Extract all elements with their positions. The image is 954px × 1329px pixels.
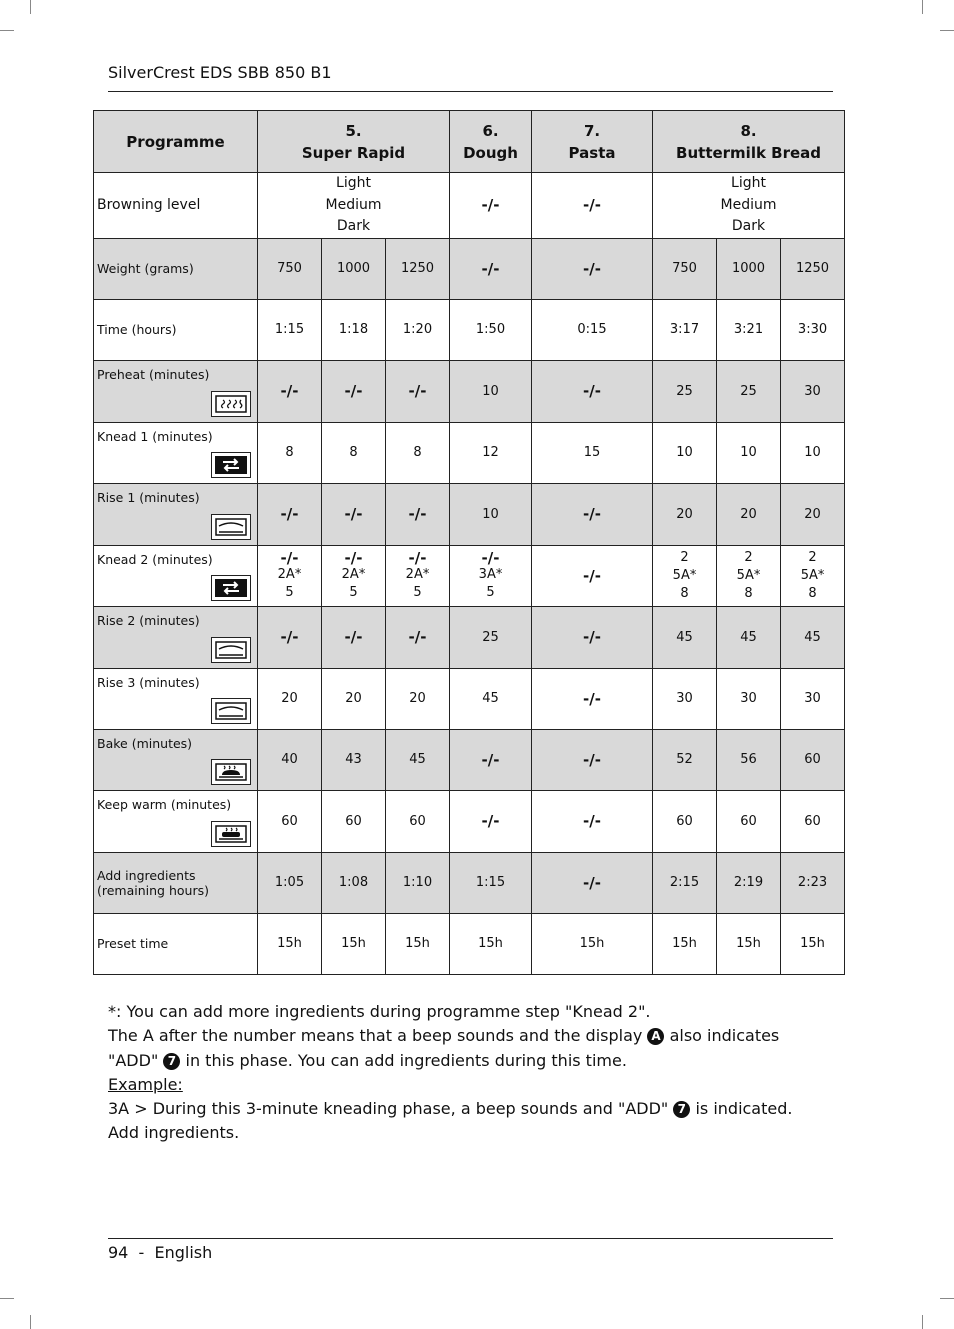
knead-icon xyxy=(211,575,251,601)
row-label: Knead 1 (minutes) xyxy=(94,422,258,483)
table-cell: 30 xyxy=(717,668,781,729)
table-row xyxy=(94,360,845,422)
preheat-icon xyxy=(211,391,251,417)
table-row xyxy=(94,790,845,852)
table-cell: 40 xyxy=(258,729,322,790)
table-row xyxy=(94,299,845,360)
knead-icon xyxy=(211,452,251,478)
table-cell: 60 xyxy=(717,790,781,852)
table-cell: 45 xyxy=(781,606,845,668)
table-cell: 1:08 xyxy=(322,852,386,913)
table-cell: 30 xyxy=(653,668,717,729)
table-cell: 1:18 xyxy=(322,299,386,360)
table-cell: 60 xyxy=(258,790,322,852)
table-cell: 56 xyxy=(717,729,781,790)
rise-icon xyxy=(211,637,251,663)
header-programme: Programme xyxy=(94,111,258,173)
browning-levels-p8: Light Medium Dark xyxy=(653,173,845,239)
browning-row xyxy=(94,173,845,239)
table-cell: -/- xyxy=(322,360,386,422)
display-badge-7: 7 xyxy=(673,1101,690,1118)
table-cell: -/- xyxy=(532,606,653,668)
table-cell: 750 xyxy=(653,238,717,299)
table-row xyxy=(94,852,845,913)
table-cell: 1:15 xyxy=(258,299,322,360)
table-cell: 1:05 xyxy=(258,852,322,913)
display-badge-a: A xyxy=(647,1028,664,1045)
table-cell: -/- xyxy=(450,790,532,852)
table-cell: 1000 xyxy=(322,238,386,299)
table-cell: 20 xyxy=(781,483,845,545)
table-cell: -/- xyxy=(258,483,322,545)
table-cell: 20 xyxy=(258,668,322,729)
header-programme-7: 7. Pasta xyxy=(532,111,653,173)
table-cell: 60 xyxy=(322,790,386,852)
table-cell: -/- xyxy=(322,483,386,545)
table-cell: 0:15 xyxy=(532,299,653,360)
row-label: Rise 3 (minutes) xyxy=(94,668,258,729)
row-label: Rise 1 (minutes) xyxy=(94,483,258,545)
table-cell: 2 5A* 8 xyxy=(653,545,717,606)
row-label: Preset time xyxy=(94,913,258,974)
table-cell: -/- xyxy=(386,606,450,668)
page-footer: 94 - English xyxy=(108,1243,213,1262)
table-cell: -/- xyxy=(322,606,386,668)
table-cell: 2 5A* 8 xyxy=(781,545,845,606)
table-cell: -/- xyxy=(532,360,653,422)
crop-mark xyxy=(30,1315,31,1329)
table-cell: 2 5A* 8 xyxy=(717,545,781,606)
table-cell: -/- xyxy=(258,606,322,668)
table-cell: 8 xyxy=(322,422,386,483)
table-body xyxy=(94,238,845,974)
table-cell: 45 xyxy=(450,668,532,729)
table-cell: -/- xyxy=(532,483,653,545)
table-cell: 15h xyxy=(717,913,781,974)
table-cell: 1250 xyxy=(386,238,450,299)
row-label: Rise 2 (minutes) xyxy=(94,606,258,668)
table-cell: -/- xyxy=(532,852,653,913)
table-cell: -/- 2A* 5 xyxy=(258,545,322,606)
table-row xyxy=(94,545,845,606)
header-programme-6: 6. Dough xyxy=(450,111,532,173)
table-cell: 1:50 xyxy=(450,299,532,360)
table-header-row xyxy=(94,111,845,173)
table-cell: 60 xyxy=(781,729,845,790)
table-cell: 8 xyxy=(386,422,450,483)
table-cell: 45 xyxy=(653,606,717,668)
row-label: Preheat (minutes) xyxy=(94,360,258,422)
table-cell: 1250 xyxy=(781,238,845,299)
table-cell: -/- 2A* 5 xyxy=(322,545,386,606)
table-cell: 20 xyxy=(717,483,781,545)
crop-mark xyxy=(922,0,923,14)
table-cell: 2:15 xyxy=(653,852,717,913)
footnotes xyxy=(108,1000,828,1146)
table-row xyxy=(94,606,845,668)
table-cell: 45 xyxy=(717,606,781,668)
note-asterisk: *: You can add more ingredients during programme step "Knead 2". xyxy=(108,1002,651,1021)
header-rule xyxy=(108,91,833,92)
header-programme-8: 8. Buttermilk Bread xyxy=(653,111,845,173)
table-cell: -/- xyxy=(532,668,653,729)
table-cell: -/- xyxy=(386,483,450,545)
table-cell: 10 xyxy=(450,360,532,422)
keep-warm-icon xyxy=(211,821,251,847)
table-cell: 52 xyxy=(653,729,717,790)
table-cell: -/- xyxy=(532,790,653,852)
table-cell: 10 xyxy=(653,422,717,483)
row-label: Bake (minutes) xyxy=(94,729,258,790)
table-cell: 8 xyxy=(258,422,322,483)
table-cell: 3:30 xyxy=(781,299,845,360)
table-cell: 15h xyxy=(450,913,532,974)
table-cell: -/- 2A* 5 xyxy=(386,545,450,606)
crop-mark xyxy=(0,30,14,31)
rise-icon xyxy=(211,698,251,724)
table-cell: 1:10 xyxy=(386,852,450,913)
crop-mark xyxy=(922,1315,923,1329)
table-row xyxy=(94,913,845,974)
table-cell: 3:17 xyxy=(653,299,717,360)
table-cell: 1000 xyxy=(717,238,781,299)
table-cell: 20 xyxy=(322,668,386,729)
table-cell: 60 xyxy=(653,790,717,852)
table-cell: 3:21 xyxy=(717,299,781,360)
crop-mark xyxy=(0,1298,14,1299)
table-cell: 30 xyxy=(781,668,845,729)
crop-mark xyxy=(940,30,954,31)
table-cell: 15h xyxy=(781,913,845,974)
table-cell: 10 xyxy=(717,422,781,483)
note-example: 3A > During this 3-minute kneading phase, a beep sounds and "ADD" 7 is indicated. Add ingredients. xyxy=(108,1099,793,1143)
note-beep: The A after the number means that a beep sounds and the display A also indicates "ADD" 7 in this phase. You can add ingredients during this time. xyxy=(108,1026,780,1070)
footer-language: English xyxy=(154,1243,213,1262)
table-row xyxy=(94,729,845,790)
table-cell: 20 xyxy=(386,668,450,729)
table-cell: 2:23 xyxy=(781,852,845,913)
table-cell: -/- xyxy=(386,360,450,422)
table-cell: 15h xyxy=(322,913,386,974)
table-cell: -/- xyxy=(532,545,653,606)
rise-icon xyxy=(211,514,251,540)
page-number: 94 xyxy=(108,1243,129,1262)
browning-p7: -/- xyxy=(532,173,653,239)
row-label: Add ingredients (remaining hours) xyxy=(94,852,258,913)
footer-rule xyxy=(108,1238,833,1239)
table-cell: 25 xyxy=(653,360,717,422)
bake-icon xyxy=(211,759,251,785)
display-badge-7: 7 xyxy=(163,1053,180,1070)
table-cell: 750 xyxy=(258,238,322,299)
browning-p6: -/- xyxy=(450,173,532,239)
table-cell: 10 xyxy=(781,422,845,483)
table-row xyxy=(94,422,845,483)
row-label: Keep warm (minutes) xyxy=(94,790,258,852)
table-cell: -/- xyxy=(532,238,653,299)
table-cell: 1:15 xyxy=(450,852,532,913)
table-cell: 12 xyxy=(450,422,532,483)
table-row xyxy=(94,483,845,545)
table-cell: 30 xyxy=(781,360,845,422)
row-label: Time (hours) xyxy=(94,299,258,360)
table-cell: 15h xyxy=(532,913,653,974)
table-cell: -/- xyxy=(258,360,322,422)
row-label: Knead 2 (minutes) xyxy=(94,545,258,606)
table-cell: 15h xyxy=(653,913,717,974)
programme-table xyxy=(93,110,845,975)
table-cell: 60 xyxy=(386,790,450,852)
crop-mark xyxy=(940,1298,954,1299)
header-programme-5: 5. Super Rapid xyxy=(258,111,450,173)
table-cell: -/- 3A* 5 xyxy=(450,545,532,606)
row-label: Weight (grams) xyxy=(94,238,258,299)
row-label: Browning level xyxy=(94,173,258,239)
table-cell: -/- xyxy=(532,729,653,790)
crop-mark xyxy=(30,0,31,14)
page-header-title: SilverCrest EDS SBB 850 B1 xyxy=(108,63,332,82)
table-row xyxy=(94,238,845,299)
table-cell: 1:20 xyxy=(386,299,450,360)
table-cell: 25 xyxy=(450,606,532,668)
browning-levels-p5: Light Medium Dark xyxy=(258,173,450,239)
table-cell: 60 xyxy=(781,790,845,852)
table-cell: 10 xyxy=(450,483,532,545)
table-cell: 15 xyxy=(532,422,653,483)
table-cell: 15h xyxy=(386,913,450,974)
table-cell: 45 xyxy=(386,729,450,790)
table-cell: 43 xyxy=(322,729,386,790)
table-cell: 20 xyxy=(653,483,717,545)
example-label: Example: xyxy=(108,1074,183,1094)
table-cell: 15h xyxy=(258,913,322,974)
table-cell: -/- xyxy=(450,238,532,299)
table-row xyxy=(94,668,845,729)
table-cell: 2:19 xyxy=(717,852,781,913)
table-cell: 25 xyxy=(717,360,781,422)
table-cell: -/- xyxy=(450,729,532,790)
